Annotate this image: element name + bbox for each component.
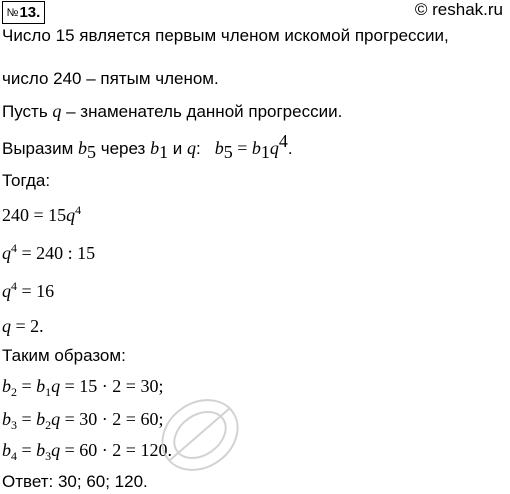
result-1 (2, 376, 164, 399)
t4f: b (214, 138, 224, 158)
then-label: Тогда: (2, 171, 51, 190)
r1b: b (2, 376, 11, 396)
text-line-1: Число 15 является первым членом искомой прогрессии, (2, 26, 449, 45)
e2b: = 240 : 15 (17, 243, 96, 263)
result-2 (2, 409, 164, 432)
t3q: q (52, 101, 62, 121)
problem-number: 13. (19, 4, 41, 21)
t4f5: 5 (223, 142, 233, 162)
t4s1: 1 (159, 142, 169, 162)
t4e: : (196, 139, 201, 158)
watermark-stroke (170, 408, 230, 460)
r3s: 4 (11, 449, 17, 463)
r2s: 3 (11, 418, 17, 432)
r1s: 2 (11, 385, 17, 399)
result-3 (2, 440, 172, 463)
watermark-logo (145, 390, 255, 480)
equation-4 (2, 316, 44, 336)
e3b: = 16 (17, 281, 55, 301)
t4g: = (232, 138, 252, 158)
t4h1: 1 (260, 142, 270, 162)
site-watermark-text: © reshak.ru (414, 0, 503, 19)
r2d: b (36, 409, 46, 429)
equation-3 (2, 281, 54, 301)
equation-2 (2, 243, 95, 263)
r1e: = 15 · 2 = 30; (60, 376, 164, 396)
e2p: 4 (11, 241, 17, 255)
e3q: q (2, 281, 11, 301)
t4j: . (287, 139, 293, 158)
e1a: 240 = 15 (2, 205, 67, 225)
problem-number-badge (2, 1, 45, 24)
t4a: Выразим (2, 139, 78, 158)
r3c: = (17, 440, 37, 460)
t4b1: b (150, 138, 160, 158)
r2q: q (51, 409, 61, 429)
r2ds: 2 (45, 418, 52, 432)
r2c: = (17, 409, 37, 429)
r1q: q (51, 376, 61, 396)
t3a: Пусть (2, 102, 53, 121)
r2b: b (2, 409, 11, 429)
t4i4: 4 (278, 131, 288, 151)
r1d: b (36, 376, 46, 396)
e1p: 4 (75, 203, 82, 217)
e4b: = 2. (11, 316, 44, 336)
e2q: q (2, 243, 11, 263)
t4b5: b (77, 138, 87, 158)
r3ds: 3 (45, 449, 52, 463)
t3b: – знаменатель данной прогрессии. (61, 102, 343, 121)
number-sign: № (6, 6, 19, 19)
watermark-ring-outer (149, 390, 251, 480)
e3p: 4 (11, 279, 17, 293)
e4q: q (2, 316, 11, 336)
r1ds: 1 (45, 385, 52, 399)
t4h: b (251, 138, 261, 158)
text-line-2: число 240 – пятым членом. (2, 69, 219, 88)
r3q: q (51, 440, 61, 460)
e1q: q (66, 205, 76, 225)
watermark-ring-inner (166, 403, 235, 468)
answer-line: Ответ: 30; 60; 120. (2, 472, 148, 491)
r3d: b (36, 440, 46, 460)
t4d: и (168, 139, 188, 158)
text-line-3 (2, 101, 342, 122)
r1c: = (17, 376, 37, 396)
text-line-4 (2, 131, 293, 162)
r3b: b (2, 440, 11, 460)
r3e: = 60 · 2 = 120. (60, 440, 172, 460)
t4q: q (187, 138, 197, 158)
t4c: через (95, 139, 151, 158)
r2e: = 30 · 2 = 60; (60, 409, 164, 429)
thus-label: Таким образом: (2, 346, 126, 365)
t4s5: 5 (86, 142, 96, 162)
equation-1 (2, 205, 81, 225)
t4i: q (269, 138, 279, 158)
